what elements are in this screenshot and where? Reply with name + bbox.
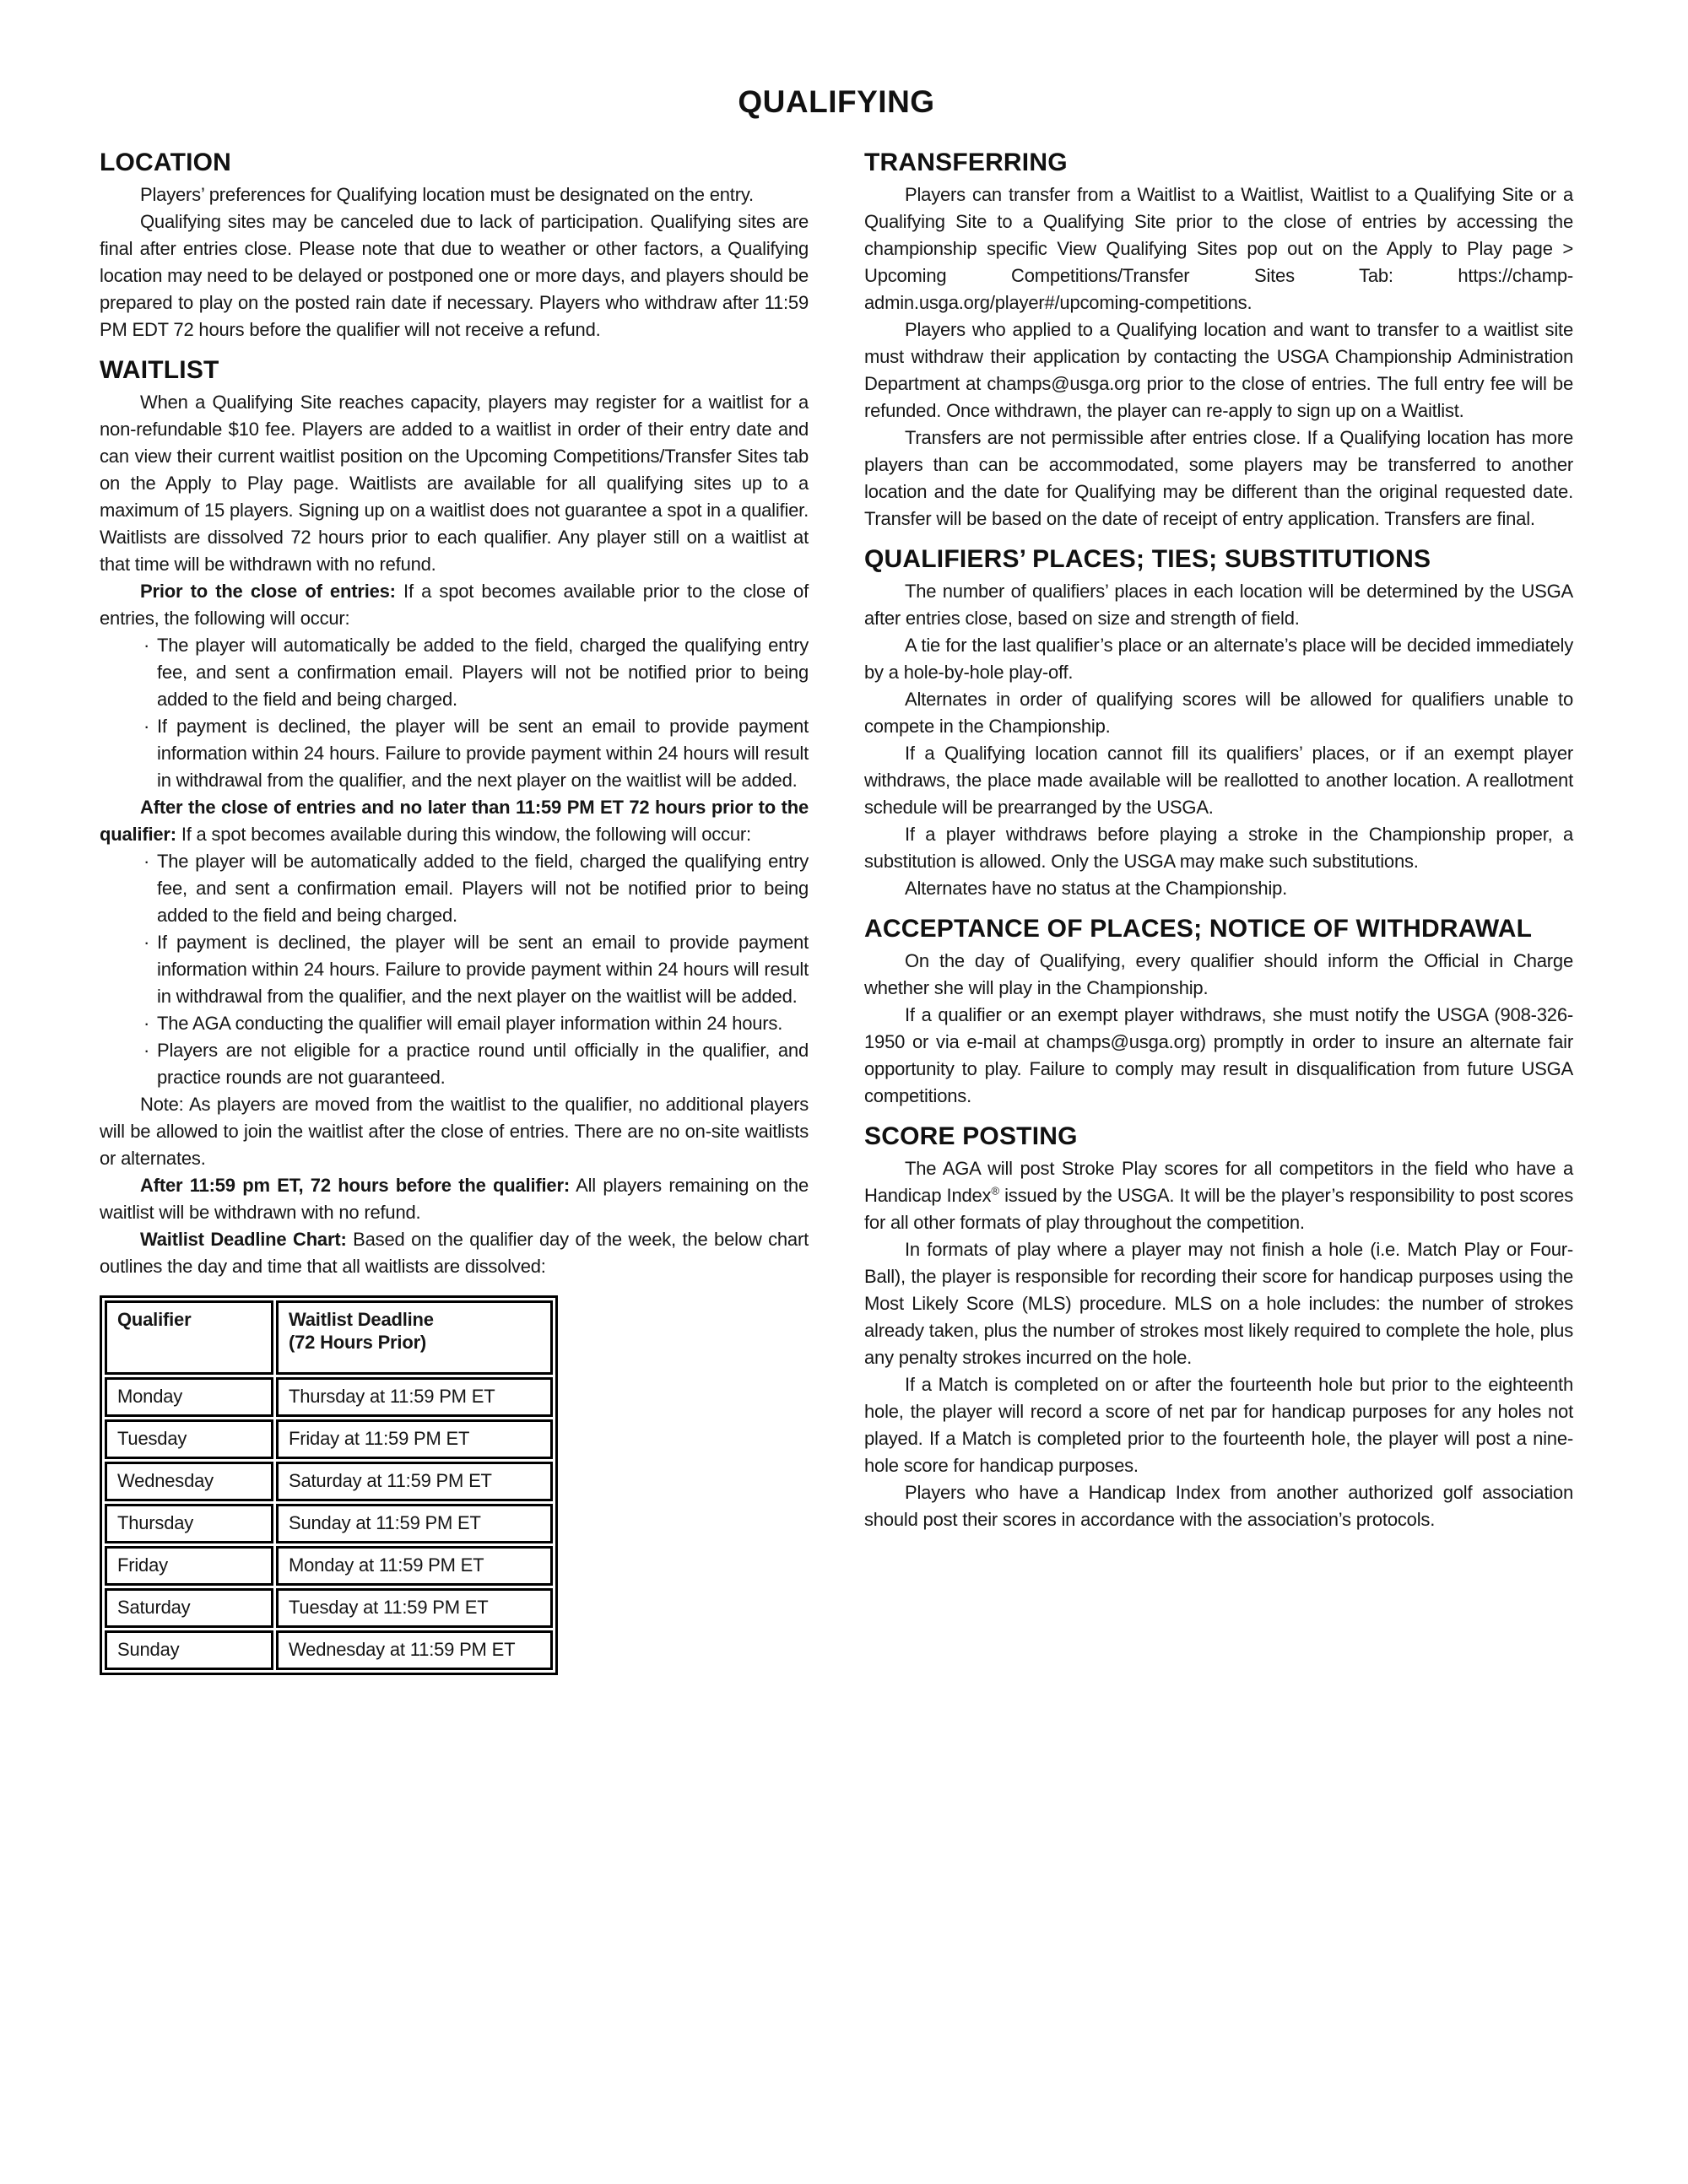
list-item: · The player will be automatically added to the field, charged the qualifying entry fee, and sent a confirmation email. Players will not be notified prior to being added to the field and being charged. bbox=[100, 848, 809, 929]
two-column-layout bbox=[100, 149, 1573, 1675]
column-right bbox=[864, 149, 1573, 1533]
page-title: QUALIFYING bbox=[738, 84, 935, 119]
paragraph: After the close of entries and no later than 11:59 PM ET 72 hours prior to the qualifier: If a spot becomes available during this window, the following will occur: bbox=[100, 797, 809, 845]
list-item: · The player will automatically be added to the field, charged the qualifying entry fee, and sent a confirmation email. Players will not be notified prior to being added to the field and being charged. bbox=[100, 632, 809, 713]
paragraph: If a Qualifying location cannot fill its qualifiers’ places, or if an exempt player withdraws, the place made available will be reallotted to another location. A reallotment schedule will be prearranged by the USGA. bbox=[864, 743, 1573, 818]
paragraph: Players who applied to a Qualifying location and want to transfer to a waitlist site must withdraw their application by contacting the USGA Championship Administration Department at champs@usga.org prior to the close of entries. The full entry fee will be refunded. Once withdrawn, the player can re-apply to sign up on a Waitlist. bbox=[864, 319, 1573, 421]
table-cell: Friday bbox=[105, 1546, 273, 1586]
table-header-cell: Waitlist Deadline (72 Hours Prior) bbox=[276, 1300, 553, 1375]
section-heading: SCORE POSTING bbox=[864, 1122, 1078, 1150]
table-row bbox=[105, 1377, 553, 1417]
paragraph: After 11:59 pm ET, 72 hours before the qualifier: All players remaining on the waitlist will be withdrawn with no refund. bbox=[100, 1175, 809, 1223]
paragraph: Prior to the close of entries: If a spot becomes available prior to the close of entries, the following will occur: bbox=[100, 581, 809, 629]
list-item: · If payment is declined, the player will be sent an email to provide payment information within 24 hours. Failure to provide payment within 24 hours will result in withdrawal from the qualifier, and the next player on the waitlist will be added. bbox=[100, 929, 809, 1010]
table-cell: Thursday at 11:59 PM ET bbox=[276, 1377, 553, 1417]
section-score-posting bbox=[864, 1122, 1573, 1533]
section-heading: TRANSFERRING bbox=[864, 149, 1068, 176]
table-head bbox=[105, 1300, 553, 1375]
paragraph: When a Qualifying Site reaches capacity, players may register for a waitlist for a non-refundable $10 fee. Players are added to a waitlist in order of their entry date and can view their current waitlist position on the Upcoming Competitions/Transfer Sites tab on the Apply to Play page. Waitlists are available for all qualifying sites up to a maximum of 15 players. Signing up on a waitlist does not guarantee a spot in a qualifier. Waitlists are dissolved 72 hours prior to each qualifier. Any player still on a waitlist at that time will be withdrawn with no refund. bbox=[100, 392, 809, 575]
bullet-icon: · bbox=[143, 635, 150, 656]
bullet-icon: · bbox=[143, 716, 150, 737]
column-left bbox=[100, 149, 809, 1675]
bullet-icon: · bbox=[143, 851, 150, 872]
table-cell: Thursday bbox=[105, 1504, 273, 1543]
paragraph: A tie for the last qualifier’s place or an alternate’s place will be decided immediately by a hole-by-hole play-off. bbox=[864, 635, 1573, 683]
paragraph: Alternates in order of qualifying scores will be allowed for qualifiers unable to compete in the Championship. bbox=[864, 689, 1573, 737]
section-location bbox=[100, 149, 809, 343]
table-cell: Wednesday bbox=[105, 1462, 273, 1501]
paragraph: Players’ preferences for Qualifying location must be designated on the entry. bbox=[140, 184, 754, 205]
table-row bbox=[105, 1504, 553, 1543]
table-header-cell: Qualifier bbox=[105, 1300, 273, 1375]
paragraph: In formats of play where a player may not finish a hole (i.e. Match Play or Four-Ball), the player is responsible for recording their score for handicap purposes using the Most Likely Score (MLS) procedure. MLS on a hole includes: the number of strokes already taken, plus the number of strokes most likely required to complete the hole, plus any penalty strokes incurred on the hole. bbox=[864, 1239, 1573, 1368]
table-body bbox=[105, 1377, 553, 1670]
table-cell: Saturday at 11:59 PM ET bbox=[276, 1462, 553, 1501]
registered-trademark-icon: ® bbox=[991, 1184, 999, 1197]
table-row bbox=[105, 1630, 553, 1670]
paragraph: Note: As players are moved from the waitlist to the qualifier, no additional players will be allowed to join the waitlist after the close of entries. There are no on-site waitlists or alternates. bbox=[100, 1094, 809, 1169]
list-item: · Players are not eligible for a practice round until officially in the qualifier, and practice rounds are not guaranteed. bbox=[100, 1037, 809, 1091]
table-cell: Wednesday at 11:59 PM ET bbox=[276, 1630, 553, 1670]
bold-text: Waitlist Deadline Chart: bbox=[140, 1229, 347, 1250]
paragraph: If a player withdraws before playing a stroke in the Championship proper, a substitution is allowed. Only the USGA may make such substitutions. bbox=[864, 824, 1573, 872]
table-row bbox=[105, 1588, 553, 1628]
paragraph: Players can transfer from a Waitlist to a Waitlist, Waitlist to a Qualifying Site or a Qualifying Site to a Qualifying Site prior to the close of entries by accessing the championship specific View Qualifying Sites pop out on the Apply to Play page > Upcoming Competitions/Transfer Sites Tab: https://champ-admin.usga.org/player#/upcoming-competitions. bbox=[864, 184, 1573, 313]
table-row bbox=[105, 1546, 553, 1586]
table-cell: Tuesday bbox=[105, 1419, 273, 1459]
section-acceptance-of-places-notice-of-withdrawal bbox=[864, 915, 1573, 1110]
bullet-list bbox=[100, 848, 809, 1091]
table-cell: Monday bbox=[105, 1377, 273, 1417]
bullet-icon: · bbox=[143, 1040, 150, 1061]
table-cell: Friday at 11:59 PM ET bbox=[276, 1419, 553, 1459]
paragraph: The number of qualifiers’ places in each location will be determined by the USGA after entries close, based on size and strength of field. bbox=[864, 581, 1573, 629]
bullet-list bbox=[100, 632, 809, 794]
paragraph: Players who have a Handicap Index from another authorized golf association should post their scores in accordance with the association’s protocols. bbox=[864, 1482, 1573, 1530]
waitlist-deadline-table bbox=[100, 1295, 558, 1675]
section-qualifiers-places-ties-substitutions bbox=[864, 545, 1573, 902]
list-item: · The AGA conducting the qualifier will email player information within 24 hours. bbox=[100, 1010, 809, 1037]
table-cell: Tuesday at 11:59 PM ET bbox=[276, 1588, 553, 1628]
table-cell: Saturday bbox=[105, 1588, 273, 1628]
paragraph: Transfers are not permissible after entries close. If a Qualifying location has more players than can be accommodated, some players may be transferred to another location and the date for Qualifying may be different than the original requested date. Transfer will be based on the date of receipt of entry application. Transfers are final. bbox=[864, 427, 1573, 529]
paragraph: Qualifying sites may be canceled due to lack of participation. Qualifying sites are final after entries close. Please note that due to weather or other factors, a Qualifying location may need to be delayed or postponed one or more days, and players should be prepared to play on the posted rain date if necessary. Players who withdraw after 11:59 PM EDT 72 hours before the qualifier will not receive a refund. bbox=[100, 211, 809, 340]
list-item: · If payment is declined, the player will be sent an email to provide payment information within 24 hours. Failure to provide payment within 24 hours will result in withdrawal from the qualifier, and the next player on the waitlist will be added. bbox=[100, 713, 809, 794]
paragraph: Waitlist Deadline Chart: Based on the qualifier day of the week, the below chart outlines the day and time that all waitlists are dissolved: bbox=[100, 1229, 809, 1277]
bullet-icon: · bbox=[143, 932, 150, 953]
bold-text: Prior to the close of entries: bbox=[140, 581, 396, 602]
paragraph: The AGA will post Stroke Play scores for all competitors in the field who have a Handicap Index® issued by the USGA. It will be the player’s responsibility to post scores for all other formats of play throughout the competition. bbox=[864, 1158, 1574, 1233]
section-heading: WAITLIST bbox=[100, 356, 219, 384]
bold-text: After 11:59 pm ET, 72 hours before the qualifier: bbox=[140, 1175, 570, 1196]
section-heading: ACCEPTANCE OF PLACES; NOTICE OF WITHDRAWAL bbox=[864, 915, 1533, 943]
table-cell: Monday at 11:59 PM ET bbox=[276, 1546, 553, 1586]
section-waitlist bbox=[100, 356, 809, 1675]
paragraph: If a qualifier or an exempt player withdraws, she must notify the USGA (908-326-1950 or via e-mail at champs@usga.org) promptly in order to insure an alternate fair opportunity to play. Failure to comply may result in disqualification from future USGA competitions. bbox=[864, 1004, 1573, 1106]
table-row bbox=[105, 1419, 553, 1459]
paragraph: Alternates have no status at the Championship. bbox=[905, 878, 1288, 899]
section-heading: QUALIFIERS’ PLACES; TIES; SUBSTITUTIONS bbox=[864, 545, 1431, 573]
table-row bbox=[105, 1462, 553, 1501]
bullet-icon: · bbox=[143, 1013, 150, 1034]
paragraph: If a Match is completed on or after the fourteenth hole but prior to the eighteenth hole, the player will record a score of net par for handicap purposes for any holes not played. If a Match is completed prior to the fourteenth hole, the player will post a nine-hole score for handicap purposes. bbox=[864, 1374, 1573, 1476]
table-cell: Sunday at 11:59 PM ET bbox=[276, 1504, 553, 1543]
section-transferring bbox=[864, 149, 1573, 532]
table-header-row bbox=[105, 1300, 553, 1375]
section-heading: LOCATION bbox=[100, 149, 232, 176]
table-cell: Sunday bbox=[105, 1630, 273, 1670]
paragraph: On the day of Qualifying, every qualifier should inform the Official in Charge whether she will play in the Championship. bbox=[864, 950, 1573, 998]
bold-text: After the close of entries and no later than 11:59 PM ET 72 hours prior to the qualifier: bbox=[100, 797, 809, 845]
